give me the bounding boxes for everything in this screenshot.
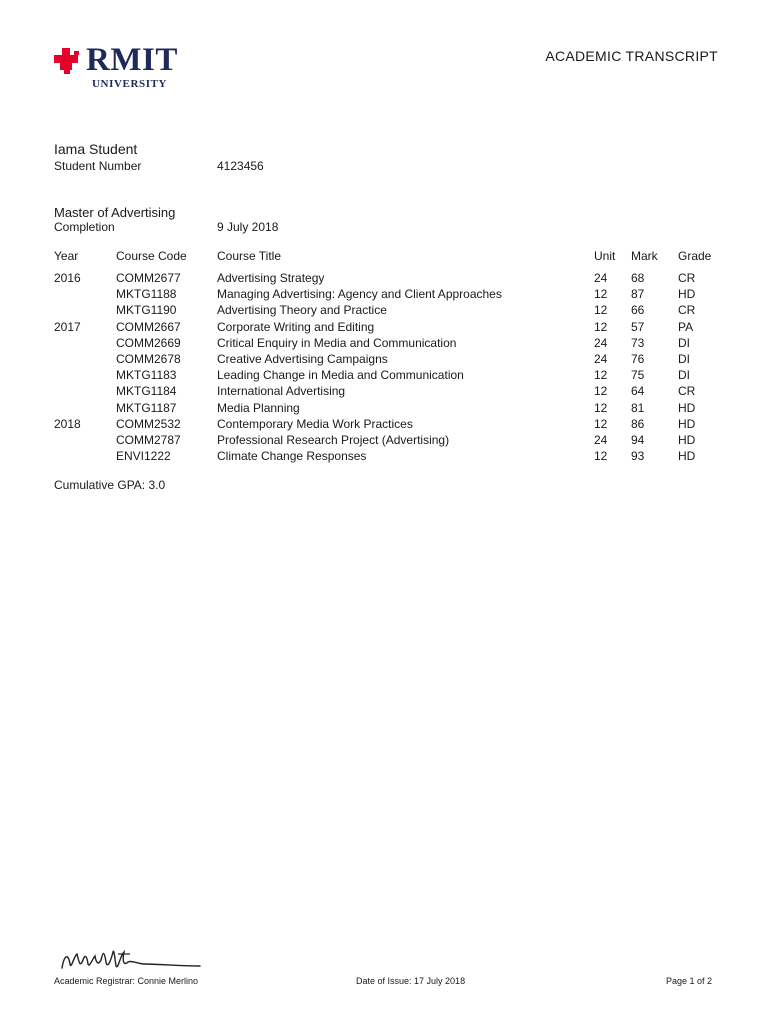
table-row: [54, 383, 738, 399]
cell-unit: 12: [594, 368, 608, 383]
cell-mark: 66: [631, 303, 645, 318]
table-row: [54, 400, 738, 416]
rmit-logo: [54, 42, 194, 94]
cell-title: Professional Research Project (Advertising): [217, 432, 450, 447]
cell-mark: 76: [631, 352, 645, 367]
table-row: [54, 270, 738, 286]
cell-year: [54, 302, 116, 318]
cell-unit: 12: [594, 287, 608, 302]
cell-title: Contemporary Media Work Practices: [217, 416, 413, 431]
table-row: [54, 351, 738, 367]
logo-subtitle: UNIVERSITY: [92, 78, 168, 90]
cell-grade: HD: [678, 400, 696, 415]
table-row: [54, 302, 738, 318]
cell-code: MKTG1184: [116, 384, 177, 399]
cell-mark: 86: [631, 416, 645, 431]
cell-grade: HD: [678, 287, 696, 302]
cell-title: Creative Advertising Campaigns: [217, 352, 388, 367]
program-name: Master of Advertising: [54, 205, 176, 220]
cell-code: ENVI1222: [116, 449, 171, 464]
cell-unit: 12: [594, 449, 608, 464]
cell-grade: DI: [678, 352, 690, 367]
cell-unit: 12: [594, 416, 608, 431]
cell-code: MKTG1183: [116, 368, 177, 383]
cell-year: [54, 400, 116, 416]
cell-year: [54, 383, 116, 399]
cell-mark: 81: [631, 400, 645, 415]
cell-code: COMM2532: [116, 416, 181, 431]
cell-title: Critical Enquiry in Media and Communication: [217, 335, 457, 350]
cell-mark: 93: [631, 449, 645, 464]
cumulative-gpa: Cumulative GPA: 3.0: [54, 478, 166, 492]
cell-unit: 24: [594, 335, 608, 350]
cell-year: [54, 335, 116, 351]
cell-grade: HD: [678, 416, 696, 431]
student-number-value: 4123456: [217, 159, 264, 173]
completion-label: Completion: [54, 220, 115, 234]
cell-grade: DI: [678, 368, 690, 383]
cell-year: [54, 432, 116, 448]
cell-unit: 24: [594, 352, 608, 367]
registrar-signature: [58, 942, 208, 976]
cell-year: 2018: [54, 416, 81, 431]
table-row: [54, 335, 738, 351]
header-course-code: Course Code: [116, 248, 187, 263]
cell-title: Leading Change in Media and Communication: [217, 368, 464, 383]
header-unit: Unit: [594, 248, 616, 263]
cell-year: [54, 448, 116, 464]
results-table: [54, 247, 738, 464]
cell-code: COMM2667: [116, 319, 181, 334]
cell-grade: DI: [678, 335, 690, 350]
cell-mark: 57: [631, 319, 645, 334]
table-row: [54, 416, 738, 432]
cell-code: COMM2787: [116, 432, 181, 447]
cell-mark: 68: [631, 271, 645, 286]
cell-mark: 73: [631, 335, 645, 350]
cell-code: MKTG1187: [116, 400, 177, 415]
cell-title: Managing Advertising: Agency and Client Approaches: [217, 287, 502, 302]
completion-date: 9 July 2018: [217, 220, 279, 234]
cell-year: [54, 367, 116, 383]
cell-mark: 75: [631, 368, 645, 383]
cell-grade: HD: [678, 449, 696, 464]
cell-unit: 12: [594, 400, 608, 415]
cell-title: Climate Change Responses: [217, 449, 367, 464]
cell-unit: 24: [594, 271, 608, 286]
cell-grade: PA: [678, 319, 694, 334]
student-name: Iama Student: [54, 141, 138, 157]
cell-mark: 94: [631, 432, 645, 447]
footer-registrar: Academic Registrar: Connie Merlino: [54, 976, 199, 986]
table-header-row: [54, 247, 738, 270]
header-year: Year: [54, 248, 79, 263]
cell-mark: 64: [631, 384, 645, 399]
header-mark: Mark: [631, 248, 658, 263]
cell-title: Media Planning: [217, 400, 300, 415]
cell-code: COMM2669: [116, 335, 181, 350]
table-row: [54, 286, 738, 302]
cell-unit: 12: [594, 319, 608, 334]
student-number-label: Student Number: [54, 159, 142, 173]
document-title: ACADEMIC TRANSCRIPT: [545, 48, 718, 64]
cell-grade: HD: [678, 432, 696, 447]
cell-unit: 12: [594, 303, 608, 318]
cell-year: [54, 286, 116, 302]
rmit-pixel-mark-icon: [54, 48, 84, 74]
cell-code: COMM2678: [116, 352, 181, 367]
cell-unit: 12: [594, 384, 608, 399]
cell-unit: 24: [594, 432, 608, 447]
header-grade: Grade: [678, 248, 712, 263]
table-row: [54, 367, 738, 383]
table-row: [54, 432, 738, 448]
cell-title: International Advertising: [217, 384, 346, 399]
footer-page-number: Page 1 of 2: [665, 976, 712, 986]
cell-title: Corporate Writing and Editing: [217, 319, 375, 334]
cell-mark: 87: [631, 287, 645, 302]
cell-title: Advertising Theory and Practice: [217, 303, 387, 318]
cell-code: MKTG1190: [116, 303, 177, 318]
cell-grade: CR: [678, 384, 696, 399]
table-row: [54, 448, 738, 464]
cell-year: [54, 351, 116, 367]
cell-code: MKTG1188: [116, 287, 177, 302]
footer-issue-date: Date of Issue: 17 July 2018: [356, 976, 466, 986]
logo-wordmark: RMIT: [86, 42, 178, 78]
cell-year: 2017: [54, 319, 81, 334]
cell-grade: CR: [678, 271, 696, 286]
table-row: [54, 319, 738, 335]
cell-title: Advertising Strategy: [217, 271, 325, 286]
cell-code: COMM2677: [116, 271, 181, 286]
cell-year: 2016: [54, 271, 81, 286]
cell-grade: CR: [678, 303, 696, 318]
header-course-title: Course Title: [217, 248, 282, 263]
